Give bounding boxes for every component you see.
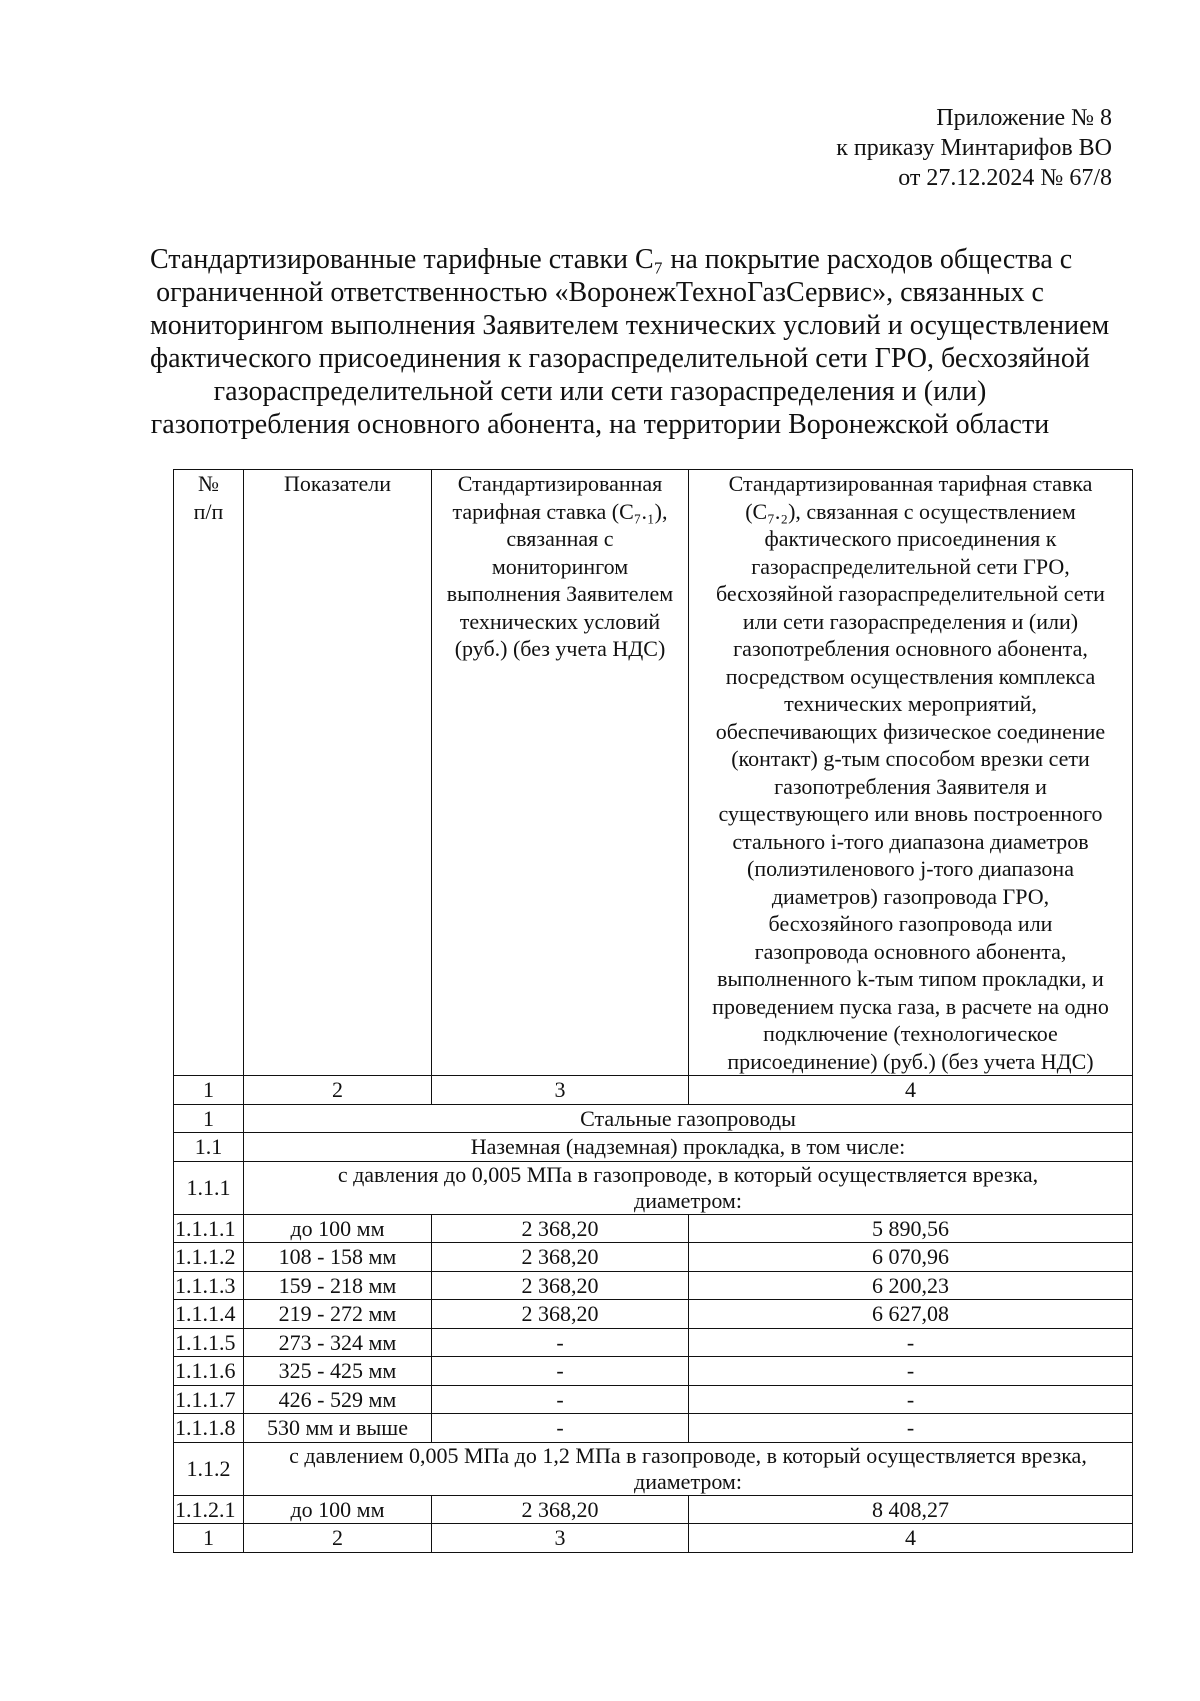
subsection-label: Наземная (надземная) прокладка, в том числе:: [244, 1133, 1133, 1162]
table-row: [174, 1385, 1133, 1414]
header-c71-line: тарифная ставка (C₇.₁),: [452, 498, 668, 524]
header-indicator: Показатели: [244, 470, 432, 1076]
header-c72-line: проведением пуска газа, в расчете на одно: [712, 993, 1109, 1019]
row-c71: 2 368,20: [432, 1300, 689, 1329]
row-c71: 2 368,20: [432, 1495, 689, 1524]
column-number: 1: [174, 1524, 244, 1553]
header-c71-line: Стандартизированная: [457, 471, 663, 496]
header-num-line: №: [198, 471, 219, 496]
row-c71: 2 368,20: [432, 1271, 689, 1300]
section-row: [174, 1104, 1133, 1133]
header-num-line: п/п: [193, 498, 224, 524]
group-row: [174, 1442, 1133, 1495]
header-c71-line: выполнения Заявителем: [446, 581, 674, 606]
document-title: [150, 243, 1110, 441]
header-num: [174, 470, 244, 1076]
group-label: [244, 1161, 1133, 1214]
appendix-line: к приказу Минтарифов ВО: [836, 135, 1112, 161]
table-row: [174, 1271, 1133, 1300]
row-c71: -: [432, 1385, 689, 1414]
title-line: ограниченной ответственностью «ВоронежТехноГазСервис», связанных с: [156, 277, 1044, 308]
table-row: [174, 1328, 1133, 1357]
header-c72-line: Стандартизированная тарифная ставка: [728, 471, 1093, 496]
row-diameter: до 100 мм: [244, 1495, 432, 1524]
header-c72-line: газопровода основного абонента,: [754, 938, 1067, 964]
header-c71-line: (руб.) (без учета НДС): [454, 636, 666, 661]
row-diameter: 426 - 529 мм: [244, 1385, 432, 1414]
header-c71-line: мониторингом: [491, 553, 629, 579]
row-c72: 8 408,27: [689, 1495, 1133, 1524]
column-number: 3: [432, 1524, 689, 1553]
header-c71-line: технических условий: [459, 608, 661, 634]
header-c72-line: существующего или вновь построенного: [718, 801, 1103, 826]
column-number: 2: [244, 1524, 432, 1553]
row-c71: 2 368,20: [432, 1243, 689, 1272]
group-num: 1.1.2: [174, 1442, 244, 1495]
table-row: [174, 1243, 1133, 1272]
header-c72-line: (C₇.₂), связанная с осуществлением: [745, 498, 1076, 524]
row-diameter: 325 - 425 мм: [244, 1357, 432, 1386]
column-number: 4: [689, 1076, 1133, 1105]
subsection-num: 1.1: [174, 1133, 244, 1162]
header-c72-line: диаметров) газопровода ГРО,: [771, 883, 1050, 909]
table-row: [174, 1414, 1133, 1443]
table-header-row: [174, 470, 1133, 1076]
row-c72: 6 200,23: [689, 1271, 1133, 1300]
row-c71: 2 368,20: [432, 1214, 689, 1243]
row-c71: -: [432, 1357, 689, 1386]
row-num: 1.1.1.1: [174, 1214, 244, 1243]
group-label-line: с давлением 0,005 МПа до 1,2 МПа в газопроводе, в который осуществляется врезка,: [289, 1442, 1087, 1468]
row-num: 1.1.1.5: [174, 1328, 244, 1357]
title-line: Стандартизированные тарифные ставки C₇ на покрытие расходов общества с: [150, 244, 1073, 275]
row-c72: -: [689, 1414, 1133, 1443]
table-row: [174, 1357, 1133, 1386]
group-label-line: с давления до 0,005 МПа в газопроводе, в который осуществляется врезка,: [337, 1161, 1039, 1187]
row-c72: -: [689, 1357, 1133, 1386]
row-num: 1.1.1.6: [174, 1357, 244, 1386]
row-c72: 5 890,56: [689, 1214, 1133, 1243]
title-line: газопотребления основного абонента, на территории Воронежской области: [150, 409, 1050, 440]
table-row: [174, 1495, 1133, 1524]
row-c71: -: [432, 1328, 689, 1357]
row-num: 1.1.1.2: [174, 1243, 244, 1272]
column-number: 3: [432, 1076, 689, 1105]
header-c72-line: присоединение) (руб.) (без учета НДС): [727, 1048, 1094, 1074]
header-c72-line: газопотребления основного абонента,: [733, 636, 1088, 661]
row-diameter: 159 - 218 мм: [244, 1271, 432, 1300]
section-label: Стальные газопроводы: [244, 1104, 1133, 1133]
subsection-row: [174, 1133, 1133, 1162]
header-c72: [689, 470, 1133, 1076]
group-label: [244, 1442, 1133, 1495]
section-num: 1: [174, 1104, 244, 1133]
header-c72-line: (полиэтиленового j-того диапазона: [747, 856, 1074, 881]
group-num: 1.1.1: [174, 1161, 244, 1214]
column-number: 4: [689, 1524, 1133, 1553]
column-number: 2: [244, 1076, 432, 1105]
title-line: мониторингом выполнения Заявителем технических условий и осуществлением: [150, 310, 1110, 341]
row-diameter: 530 мм и выше: [244, 1414, 432, 1443]
row-num: 1.1.1.8: [174, 1414, 244, 1443]
header-c71: [432, 470, 689, 1076]
appendix-line: от 27.12.2024 № 67/8: [898, 165, 1112, 191]
group-label-line: диаметром:: [634, 1468, 742, 1494]
tariff-table: [173, 469, 1133, 1553]
header-c72-line: газопотребления Заявителя и: [774, 773, 1047, 799]
group-label-line: диаметром:: [634, 1187, 742, 1213]
row-c71: -: [432, 1414, 689, 1443]
header-c72-line: обеспечивающих физическое соединение: [715, 718, 1106, 744]
header-c72-line: газораспределительной сети ГРО,: [751, 553, 1070, 579]
header-c72-line: фактического присоединения к: [764, 526, 1057, 551]
appendix-reference: [836, 103, 1112, 193]
title-line: газораспределительной сети или сети газораспределения и (или): [213, 376, 987, 407]
row-num: 1.1.1.3: [174, 1271, 244, 1300]
header-c72-line: подключение (технологическое: [763, 1021, 1058, 1046]
row-diameter: до 100 мм: [244, 1214, 432, 1243]
row-diameter: 273 - 324 мм: [244, 1328, 432, 1357]
table-row: [174, 1300, 1133, 1329]
table-row: [174, 1214, 1133, 1243]
row-num: 1.1.2.1: [174, 1495, 244, 1524]
appendix-line: Приложение № 8: [936, 105, 1112, 131]
row-c72: -: [689, 1328, 1133, 1357]
column-number: 1: [174, 1076, 244, 1105]
header-c72-line: или сети газораспределения и (или): [742, 608, 1079, 634]
header-c72-line: бесхозяйного газопровода или: [768, 911, 1053, 936]
header-c71-line: связанная с: [506, 526, 614, 551]
header-c72-line: стального i-того диапазона диаметров: [732, 828, 1089, 854]
column-number-row: [174, 1524, 1133, 1553]
header-c72-line: технических мероприятий,: [784, 691, 1037, 716]
header-c72-line: бесхозяйной газораспределительной сети: [716, 581, 1105, 606]
header-c72-line: посредством осуществления комплекса: [725, 663, 1096, 689]
row-num: 1.1.1.4: [174, 1300, 244, 1329]
row-c72: 6 070,96: [689, 1243, 1133, 1272]
group-row: [174, 1161, 1133, 1214]
row-c72: -: [689, 1385, 1133, 1414]
column-number-row: [174, 1076, 1133, 1105]
row-diameter: 108 - 158 мм: [244, 1243, 432, 1272]
title-line: фактического присоединения к газораспределительной сети ГРО, бесхозяйной: [150, 343, 1090, 374]
row-c72: 6 627,08: [689, 1300, 1133, 1329]
row-diameter: 219 - 272 мм: [244, 1300, 432, 1329]
header-c72-line: выполненного k-тым типом прокладки, и: [717, 966, 1104, 991]
header-c72-line: (контакт) g-тым способом врезки сети: [731, 746, 1090, 771]
row-num: 1.1.1.7: [174, 1385, 244, 1414]
